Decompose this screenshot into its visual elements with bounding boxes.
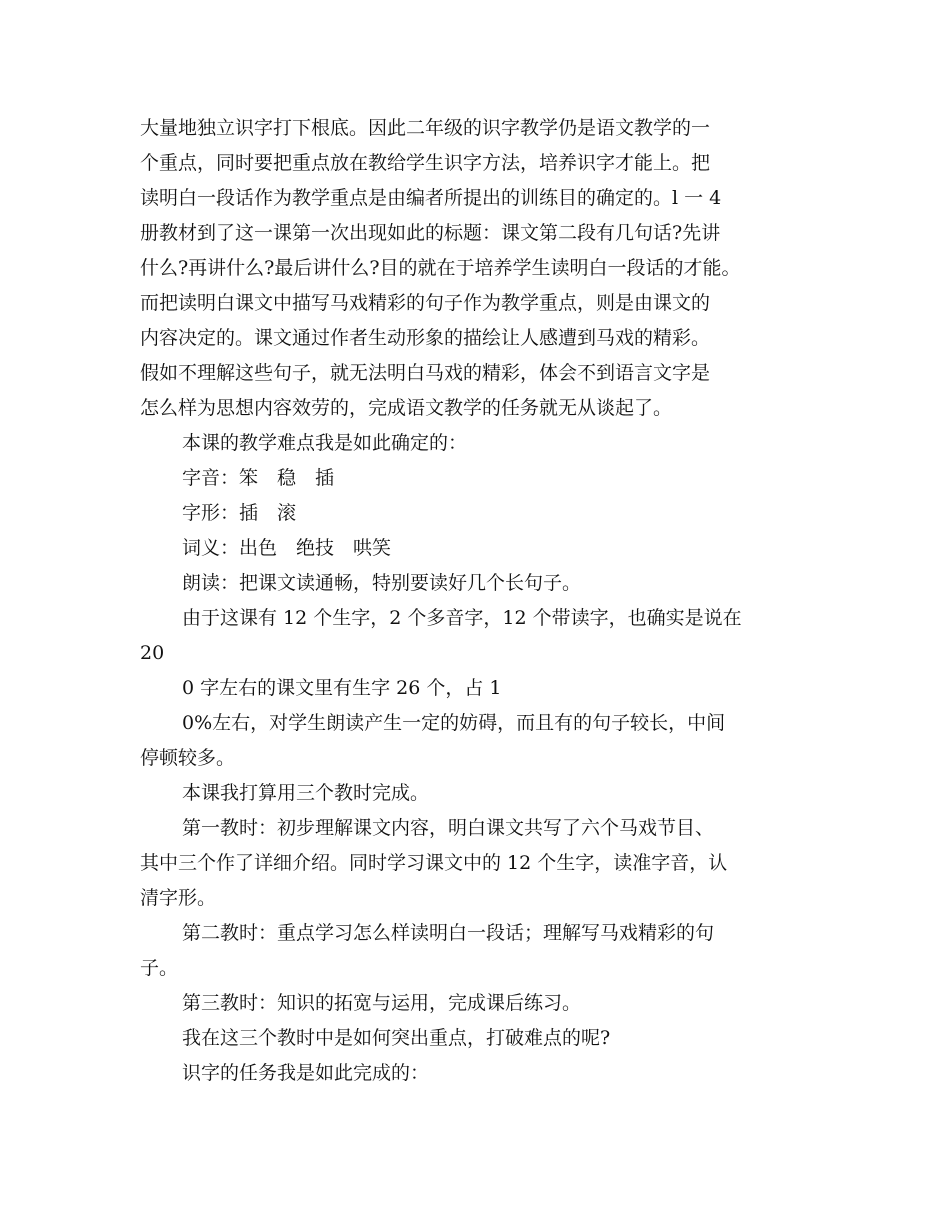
lesson-three-line: 第三教时：知识的拓宽与运用，完成课后练习。 xyxy=(182,992,582,1014)
text-line: 20 xyxy=(140,642,165,664)
paragraph-start-line: 本课我打算用三个教时完成。 xyxy=(182,782,430,804)
difficulty-glyph-line: 字形：插 滚 xyxy=(182,502,297,524)
text-line: 册教材到了这一课第一次出现如此的标题：课文第二段有几句话?先讲 xyxy=(140,222,721,244)
lesson-two-line: 第二教时：重点学习怎么样读明白一段话；理解写马戏精彩的句 xyxy=(182,922,715,944)
text-line: 清字形。 xyxy=(140,887,217,909)
text-line: 读明白一段话作为教学重点是由编者所提出的训练目的确定的。l 一 4 xyxy=(140,187,722,209)
body-text xyxy=(140,111,820,1091)
paragraph-start-line: 本课的教学难点我是如此确定的： xyxy=(182,432,468,454)
text-line: 怎么样为思想内容效劳的，完成语文教学的任务就无从谈起了。 xyxy=(140,397,673,419)
text-line: 而把读明白课文中描写马戏精彩的句子作为教学重点，则是由课文的 xyxy=(140,292,711,314)
difficulty-pronunciation-line: 字音：笨 稳 插 xyxy=(182,467,335,489)
difficulty-meaning-line: 词义：出色 绝技 哄笑 xyxy=(182,537,392,559)
text-line: 大量地独立识字打下根底。因此二年级的识字教学仍是语文教学的一 xyxy=(140,117,711,139)
text-line: 其中三个作了详细介绍。同时学习课文中的 12 个生字，读准字音，认 xyxy=(140,852,728,874)
paragraph-start-line: 0 字左右的课文里有生字 26 个，占 1 xyxy=(182,677,502,699)
paragraph-start-line: 0%左右，对学生朗读产生一定的妨碍，而且有的句子较长，中间 xyxy=(182,712,726,734)
difficulty-reading-line: 朗读：把课文读通畅，特别要读好几个长句子。 xyxy=(182,572,582,594)
text-line: 什么?再讲什么?最后讲什么?目的就在于培养学生读明白一段话的才能。 xyxy=(140,257,741,279)
text-line: 停顿较多。 xyxy=(140,747,236,769)
text-line: 子。 xyxy=(140,957,179,979)
paragraph-start-line: 由于这课有 12 个生字，2 个多音字，12 个带读字，也确实是说在 xyxy=(182,607,742,629)
text-line: 个重点，同时要把重点放在教给学生识字方法，培养识字才能上。把 xyxy=(140,152,711,174)
text-line: 内容决定的。课文通过作者生动形象的描绘让人感遭到马戏的精彩。 xyxy=(140,327,711,349)
lesson-one-line: 第一教时：初步理解课文内容，明白课文共写了六个马戏节目、 xyxy=(182,817,715,839)
paragraph-start-line: 识字的任务我是如此完成的： xyxy=(182,1062,430,1084)
text-line: 假如不理解这些句子，就无法明白马戏的精彩，体会不到语言文字是 xyxy=(140,362,711,384)
paragraph-start-line: 我在这三个教时中是如何突出重点，打破难点的呢? xyxy=(182,1027,611,1049)
